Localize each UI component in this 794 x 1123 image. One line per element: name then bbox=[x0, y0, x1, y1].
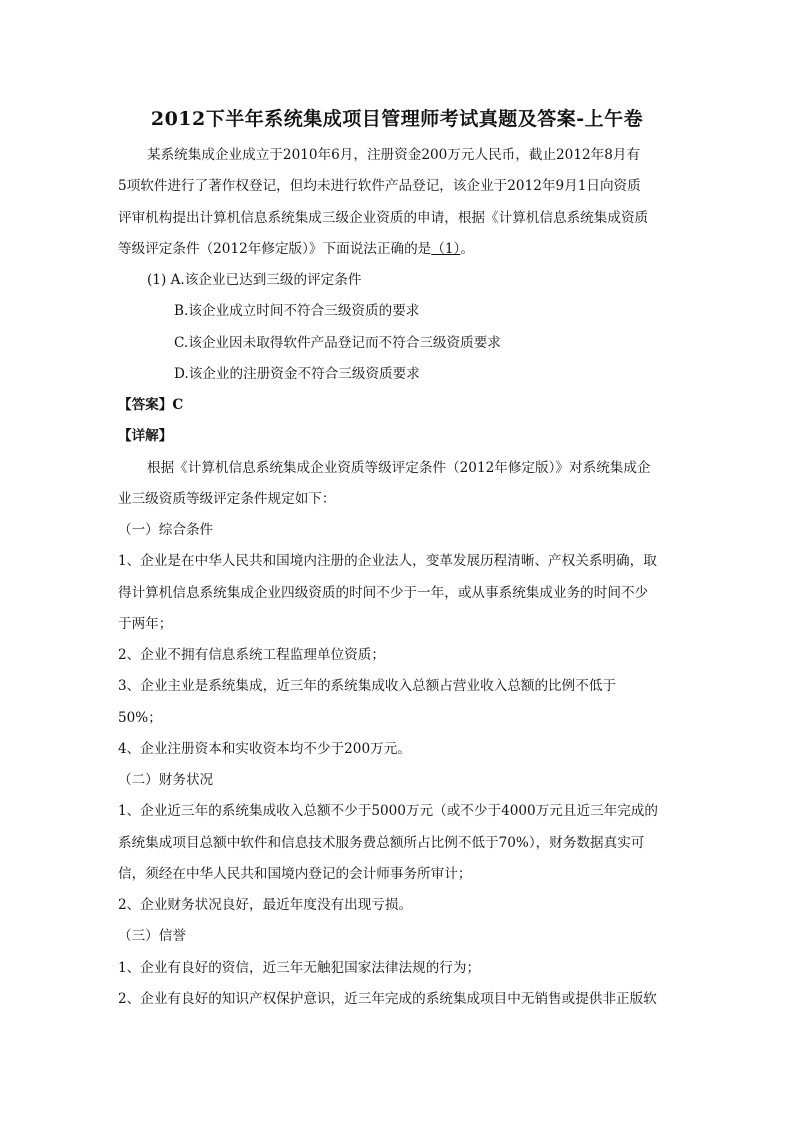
answer-line bbox=[118, 396, 183, 414]
option-d: D.该企业的注册资金不符合三级资质要求 bbox=[174, 366, 420, 382]
question-end-punct: 。 bbox=[460, 241, 474, 257]
detail-label: 【详解】 bbox=[118, 428, 173, 444]
section-2-item-1-line-3: 信，须经在中华人民共和国境内登记的会计师事务所审计； bbox=[118, 866, 472, 882]
section-1-heading: （一）综合条件 bbox=[118, 522, 214, 538]
section-3-heading: （三）信誉 bbox=[118, 928, 186, 944]
question-line-2: 5项软件进行了著作权登记，但均未进行软件产品登记，该企业于2012年9月1日向资质 bbox=[118, 178, 641, 194]
option-a bbox=[147, 271, 361, 289]
question-blank: （1） bbox=[431, 241, 461, 257]
section-1-item-3-line-1: 3、企业主业是系统集成，近三年的系统集成收入总额占营业收入总额的比例不低于 bbox=[118, 678, 617, 694]
option-a-text: A.该企业已达到三级的评定条件 bbox=[170, 272, 362, 288]
section-1-item-2: 2、企业不拥有信息系统工程监理单位资质； bbox=[118, 647, 385, 663]
question-line-4-text: 等级评定条件（2012年修定版）》下面说法正确的是 bbox=[118, 241, 432, 257]
question-line-3: 评审机构提出计算机信息系统集成三级企业资质的申请，根据《计算机信息系统集成资质 bbox=[118, 210, 649, 226]
section-1-item-1-line-3: 于两年； bbox=[118, 616, 173, 632]
section-2-item-2: 2、企业财务状况良好，最近年度没有出现亏损。 bbox=[118, 897, 413, 913]
section-2-item-1-line-1: 1、企业近三年的系统集成收入总额不少于5000万元（或不少于4000万元且近三年完成的 bbox=[118, 803, 659, 819]
section-3-item-1: 1、企业有良好的资信，近三年无触犯国家法律法规的行为； bbox=[118, 960, 481, 976]
section-1-item-1-line-2: 得计算机信息系统集成企业四级资质的时间不少于一年，或从事系统集成业务的时间不少 bbox=[118, 585, 649, 601]
section-2-item-1-line-2: 系统集成项目总额中软件和信息技术服务费总额所占比例不低于70%），财务数据真实可 bbox=[118, 835, 645, 851]
option-number: (1) bbox=[147, 272, 167, 288]
answer-value: C bbox=[172, 397, 184, 413]
option-b: B.该企业成立时间不符合三级资质的要求 bbox=[174, 303, 420, 319]
section-1-item-3-line-2: 50%； bbox=[118, 710, 162, 726]
section-3-item-2: 2、企业有良好的知识产权保护意识，近三年完成的系统集成项目中无销售或提供非正版软 bbox=[118, 991, 657, 1007]
detail-intro-line-2: 业三级资质等级评定条件规定如下： bbox=[118, 491, 336, 507]
section-1-item-1-line-1: 1、企业是在中华人民共和国境内注册的企业法人，变革发展历程清晰、产权关系明确，取 bbox=[118, 553, 657, 569]
section-1-item-4: 4、企业注册资本和实收资本均不少于200万元。 bbox=[118, 741, 411, 757]
question-line-1: 某系统集成企业成立于2010年6月，注册资金200万元人民币，截止2012年8月有 bbox=[147, 147, 641, 163]
document-title: 2012下半年系统集成项目管理师考试真题及答案-上午卷 bbox=[150, 108, 644, 130]
question-line-4 bbox=[118, 240, 474, 258]
answer-label: 【答案】 bbox=[118, 397, 173, 413]
detail-intro-line-1: 根据《计算机信息系统集成企业资质等级评定条件（2012年修定版）》对系统集成企 bbox=[147, 460, 651, 476]
option-c: C.该企业因未取得软件产品登记而不符合三级资质要求 bbox=[174, 335, 501, 351]
section-2-heading: （二）财务状况 bbox=[118, 772, 214, 788]
